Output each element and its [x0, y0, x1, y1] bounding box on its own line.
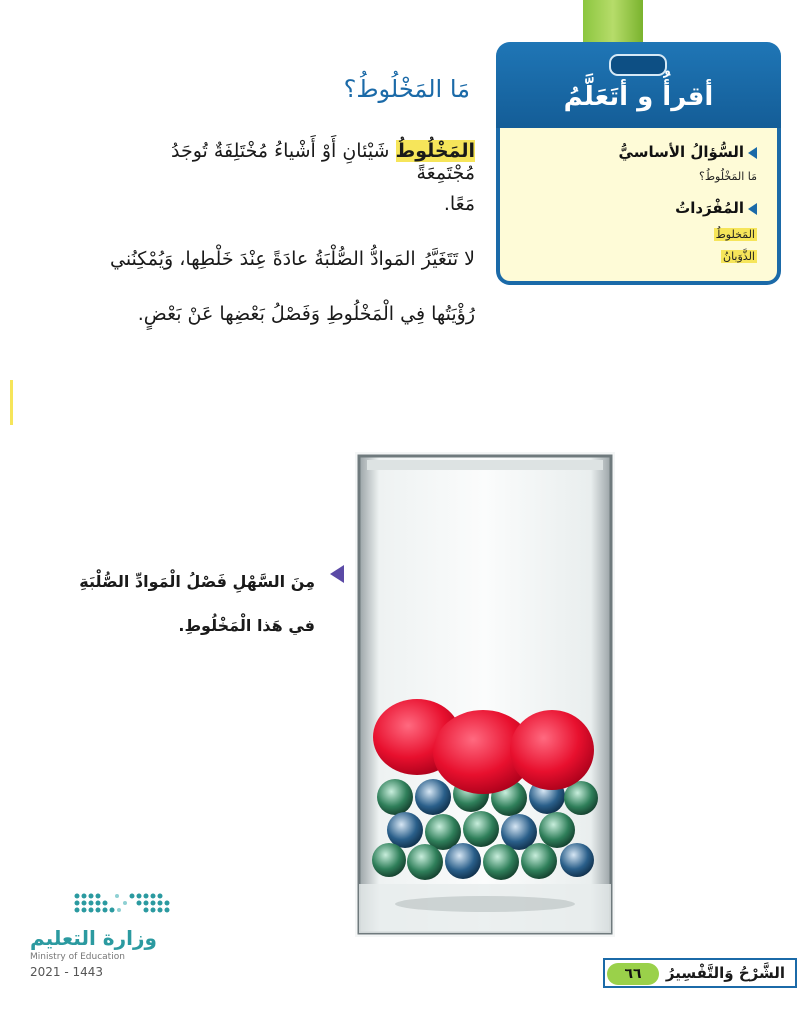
vocabulary-heading: المُفْرَداتُ: [675, 199, 744, 217]
section-label: الشَّرْحُ وَالتَّفْسِيرُ: [665, 964, 785, 982]
page-number: ٦٦: [607, 963, 659, 985]
triangle-bullet-icon: [748, 203, 757, 215]
paragraph-line-2: رُؤْيَتُها فِي الْمَخْلُوطِ وَفَصْلُ بَعْضِها عَنْ بَعْضٍ.: [137, 303, 475, 325]
essential-question: مَا المَخْلُوطُ؟: [699, 170, 757, 183]
learn-card-title: أقرأُ و أتَعَلَّمُ: [563, 82, 714, 112]
section-title: مَا المَخْلُوطُ؟: [343, 75, 470, 103]
essential-question-heading: السُّؤالُ الأساسيُّ: [618, 143, 744, 161]
vase-with-marbles-photo: [355, 452, 615, 937]
definition-line-1: المَخْلُوطُ شَيْئانِ أَوْ أَشْياءُ مُخْتَلِفَةٌ تُوجَدُ مُجْتَمِعَةً: [170, 140, 475, 184]
triangle-bullet-icon: [748, 147, 757, 159]
margin-marker: [10, 380, 13, 425]
essential-question-heading-row: [619, 142, 757, 161]
tag-hole: [609, 54, 667, 76]
vocabulary-item: المَخلوطُ: [715, 228, 755, 241]
page-footer: [603, 958, 797, 988]
learn-card-header: [496, 42, 781, 128]
ministry-name-arabic: وزارة التعليم: [30, 926, 157, 950]
learn-card-body: [496, 128, 781, 285]
vocabulary-item: الذَّوَبانُ: [723, 250, 755, 263]
learn-card: [496, 42, 781, 285]
vocabulary-heading-row: [675, 198, 757, 217]
paragraph-line-1: لا تَتَغَيَّرُ المَوادُّ الصُّلْبَةُ عادَةً عِنْدَ خَلْطِها، وَيُمْكِنُني: [109, 248, 475, 270]
definition-line-2: مَعًا.: [443, 193, 475, 215]
ministry-name-english: Ministry of Education: [30, 952, 125, 962]
caption-pointer-icon: [330, 565, 344, 583]
definition-term: المَخْلُوطُ: [395, 140, 475, 162]
figure-caption: مِنَ السَّهْلِ فَصْلُ الْمَوادِّ الصُّلْبَةِ في هَذا الْمَخْلُوطِ.: [79, 572, 315, 635]
edition-year: 2021 - 1443: [30, 965, 104, 979]
ministry-logo-icon: [72, 888, 172, 918]
